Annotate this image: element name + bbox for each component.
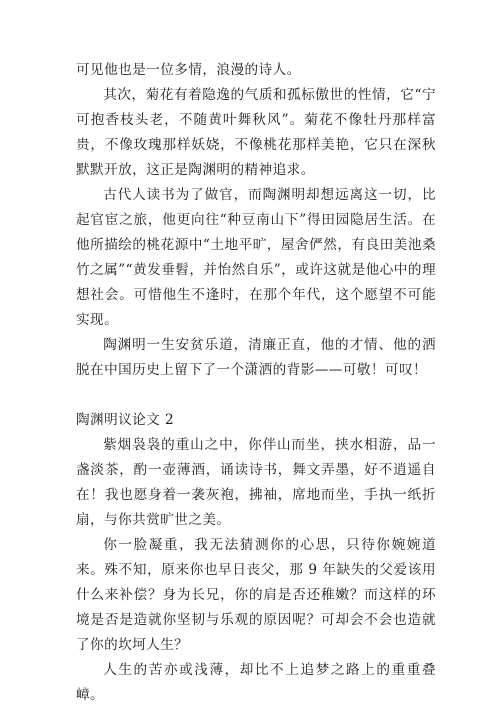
paragraph: 人生的苦亦或浅薄，却比不上追梦之路上的重重叠嶂。 — [76, 662, 436, 703]
paragraph: 古代人读书为了做官，而陶渊明却想远离这一切，比起官宦之旅，他更向往“种豆南山下”得田园隐居生活。在他所描绘的桃花源中“土地平旷，屋舍俨然，有良田美池桑竹之属”“黄发垂髫，并怡然自乐”，或许这就是他心中的理想社会。可惜他生不逢时，在那个年代，这个愿望不可能实现。 — [76, 187, 436, 328]
section-title: 陶渊明议论文 2 — [76, 412, 175, 428]
paragraph: 其次，菊花有着隐逸的气质和孤标傲世的性情，它“宁可抱香枝头老，不随黄叶舞秋风”。菊花不像牡丹那样富贵，不像玫瑰那样妖娆，不像桃花那样美艳，它只在深秋默默开放，这正是陶渊明的精神追求。 — [76, 87, 436, 178]
paragraph: 你一脸凝重，我无法猜测你的心思，只待你婉婉道来。殊不知，原来你也早日丧父，那 9 年缺失的父爱该用什么来补偿？身为长兄，你的肩是否还稚嫩？而这样的环境是否是造就你坚韧与乐观的原因呢？可却会不会也造就了你的坎坷人生？ — [76, 537, 436, 653]
section-spacer — [76, 383, 436, 408]
paragraph: 可见他也是一位多情，浪漫的诗人。 — [76, 62, 301, 78]
paragraph: 紫烟袅袅的重山之中，你伴山而坐，挟水相游，品一盏淡茶，酌一壶薄酒，诵读诗书，舞文弄墨，好不逍遥自在！我也愿身着一袭灰袍，拂袖，席地而坐，手执一纸折扇，与你共赏旷世之美。 — [76, 437, 436, 528]
document-page — [76, 58, 436, 708]
paragraph: 陶渊明一生安贫乐道，清廉正直，他的才情、他的洒脱在中国历史上留下了一个潇洒的背影——可敬！可叹！ — [76, 337, 436, 378]
